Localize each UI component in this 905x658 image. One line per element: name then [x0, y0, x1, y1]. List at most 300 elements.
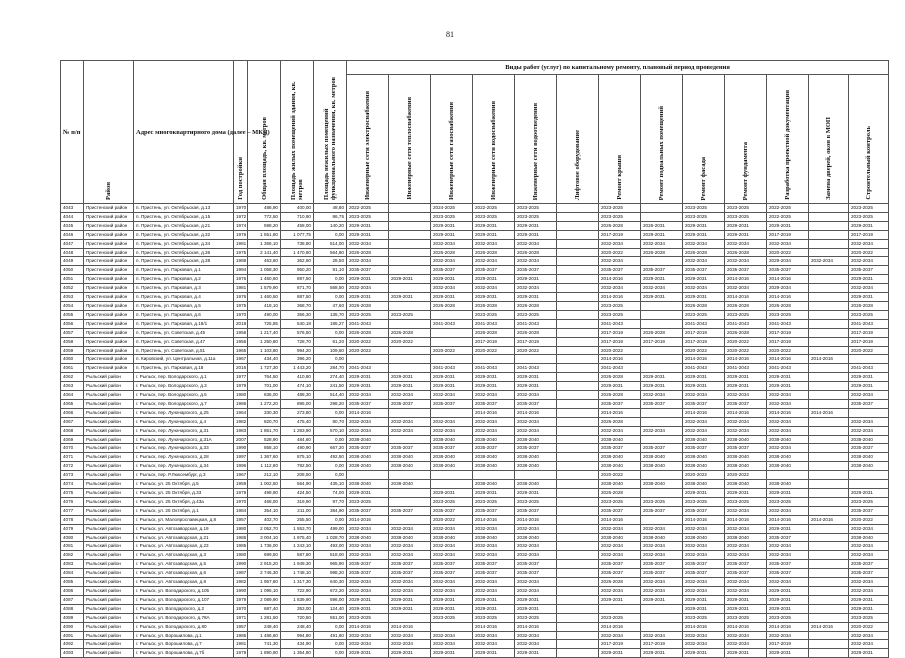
cell-num: 4049	[61, 257, 84, 266]
cell-nonliving-area: 596,00	[314, 595, 347, 604]
cell-living-area: 720,50	[281, 613, 314, 622]
cell-work-10: 2029-2031	[767, 524, 809, 533]
cell-work-0: 2032-2034	[347, 578, 389, 587]
cell-total-area: 2 915,20	[248, 560, 281, 569]
cell-work-5	[557, 399, 599, 408]
cell-work-2: 2024-2025	[431, 204, 473, 213]
cell-nonliving-area: 284,70	[314, 364, 347, 373]
cell-total-area: 1 579,90	[248, 284, 281, 293]
table-row	[61, 542, 889, 551]
cell-living-area: 564,90	[281, 480, 314, 489]
cell-year: 1990	[234, 586, 248, 595]
cell-work-12	[849, 471, 889, 480]
cell-work-10: 2029-2031	[767, 382, 809, 391]
cell-work-8: 2035-2037	[683, 506, 725, 515]
cell-total-area: 2 141,40	[248, 248, 281, 257]
cell-address: г. Рыльск, ул. Володарского, д.105	[134, 586, 234, 595]
cell-region: Рыльский район	[84, 542, 134, 551]
cell-work-11	[809, 239, 849, 248]
header-work-8: Ремонт фасада	[683, 75, 725, 204]
cell-work-5	[557, 551, 599, 560]
cell-work-6: 2020-2022	[599, 248, 641, 257]
cell-work-1: 2038-2040	[389, 453, 431, 462]
cell-work-3: 2029-2031	[473, 382, 515, 391]
cell-work-0: 2032-2034	[347, 586, 389, 595]
cell-work-0: 2032-2034	[347, 417, 389, 426]
cell-work-7: 2029-2031	[641, 230, 683, 239]
cell-work-1: 2038-2040	[389, 462, 431, 471]
cell-work-5	[557, 328, 599, 337]
cell-year: 1979	[234, 489, 248, 498]
cell-work-1: 2029-2031	[389, 382, 431, 391]
cell-work-10: 2023-2025	[767, 613, 809, 622]
cell-work-10: 2032-2034	[767, 506, 809, 515]
table-row	[61, 462, 889, 471]
cell-region: Рыльский район	[84, 569, 134, 578]
table-row	[61, 453, 889, 462]
cell-work-0: 2038-2040	[347, 435, 389, 444]
cell-work-1: 2035-2037	[389, 399, 431, 408]
cell-work-4: 2041-2043	[515, 319, 557, 328]
cell-work-9: 2032-2034	[725, 586, 767, 595]
cell-total-area: 402,70	[248, 515, 281, 524]
cell-work-8: 2038-2040	[683, 480, 725, 489]
cell-work-1: 2032-2034	[389, 524, 431, 533]
cell-work-8: 2035-2037	[683, 266, 725, 275]
cell-work-6: 2014-2016	[599, 355, 641, 364]
cell-work-2	[431, 337, 473, 346]
cell-region: Пристенский район	[84, 257, 134, 266]
cell-work-10: 2014-2016	[767, 355, 809, 364]
cell-work-9: 2035-2037	[725, 399, 767, 408]
cell-work-6: 2032-2034	[599, 586, 641, 595]
cell-work-8: 2023-2025	[683, 310, 725, 319]
cell-total-area: 1 736,00	[248, 542, 281, 551]
cell-region: Рыльский район	[84, 417, 134, 426]
cell-work-2	[431, 355, 473, 364]
cell-work-9: 2014-2016	[725, 515, 767, 524]
cell-work-7	[641, 257, 683, 266]
cell-work-6: 2023-2025	[599, 310, 641, 319]
cell-address: г. Рыльск, ул. 25 Октября, д.5	[134, 480, 234, 489]
cell-region: Пристенский район	[84, 239, 134, 248]
cell-work-1	[389, 497, 431, 506]
cell-work-8: 2014-2016	[683, 622, 725, 631]
cell-nonliving-area: 1 028,70	[314, 533, 347, 542]
cell-region: Рыльский район	[84, 640, 134, 649]
cell-region: Рыльский район	[84, 391, 134, 400]
cell-region: Рыльский район	[84, 631, 134, 640]
cell-region: Рыльский район	[84, 578, 134, 587]
cell-nonliving-area: 551,00	[314, 613, 347, 622]
cell-work-2	[431, 480, 473, 489]
cell-living-area: 484,60	[281, 435, 314, 444]
cell-work-5	[557, 204, 599, 213]
cell-work-4: 2035-2037	[515, 569, 557, 578]
cell-work-7	[641, 301, 683, 310]
cell-work-12	[849, 355, 889, 364]
cell-work-7: 2026-2028	[641, 248, 683, 257]
cell-work-8: 2035-2037	[683, 399, 725, 408]
cell-work-7: 2035-2037	[641, 560, 683, 569]
cell-work-8: 2014-2016	[683, 355, 725, 364]
cell-work-4: 2038-2040	[515, 435, 557, 444]
cell-work-1: 2032-2034	[389, 586, 431, 595]
cell-work-9: 2026-2028	[725, 328, 767, 337]
cell-work-3: 2029-2031	[473, 293, 515, 302]
cell-work-10: 2038-2040	[767, 480, 809, 489]
cell-region: Рыльский район	[84, 595, 134, 604]
cell-work-7: 2032-2034	[641, 551, 683, 560]
cell-num: 4058	[61, 337, 84, 346]
cell-work-8: 2032-2034	[683, 551, 725, 560]
cell-work-12: 2032-2034	[849, 586, 889, 595]
cell-work-3: 2032-2034	[473, 640, 515, 649]
cell-nonliving-area: 28,50	[314, 257, 347, 266]
cell-work-11	[809, 230, 849, 239]
cell-work-12: 2029-2031	[849, 382, 889, 391]
cell-living-area: 782,50	[281, 462, 314, 471]
cell-work-10: 2032-2034	[767, 631, 809, 640]
cell-address: г. Рыльск, пер. Луначарского, д.25	[134, 408, 234, 417]
cell-year: 1981	[234, 239, 248, 248]
cell-work-3: 2029-2031	[473, 489, 515, 498]
cell-work-11	[809, 604, 849, 613]
cell-nonliving-area: 640,30	[314, 578, 347, 587]
cell-work-6: 2014-2016	[599, 275, 641, 284]
cell-work-10: 2022-2025	[767, 204, 809, 213]
cell-work-6: 2014-2016	[599, 515, 641, 524]
cell-work-9: 2041-2043	[725, 364, 767, 373]
cell-address: г. Рыльск, пер. Луначарского, д.4	[134, 417, 234, 426]
cell-num: 4059	[61, 346, 84, 355]
cell-work-0: 2035-2037	[347, 506, 389, 515]
cell-work-5	[557, 284, 599, 293]
cell-work-12: 2041-2043	[849, 319, 889, 328]
cell-total-area: 1 272,20	[248, 399, 281, 408]
cell-region: Пристенский район	[84, 275, 134, 284]
cell-address: г. Рыльск, ул. Автозаводская, д.6	[134, 569, 234, 578]
cell-address: г. Рыльск, ул. Автозаводская, д.5	[134, 560, 234, 569]
cell-year: 1975	[234, 301, 248, 310]
cell-living-area: 1 317,30	[281, 578, 314, 587]
cell-work-3: 2032-2034	[473, 631, 515, 640]
cell-work-2: 2029-2031	[431, 275, 473, 284]
cell-work-1	[389, 221, 431, 230]
cell-total-area: 1 486,60	[248, 631, 281, 640]
header-total-area: Общая площадь, кв. метров	[248, 61, 281, 204]
cell-nonliving-area: 568,50	[314, 284, 347, 293]
cell-year: 1974	[234, 221, 248, 230]
cell-work-6: 2023-2025	[599, 497, 641, 506]
cell-work-2: 2029-2031	[431, 293, 473, 302]
cell-region: Рыльский район	[84, 560, 134, 569]
cell-work-3: 2023-2025	[473, 497, 515, 506]
cell-work-7	[641, 622, 683, 631]
cell-region: Рыльский район	[84, 408, 134, 417]
cell-year: 1981	[234, 284, 248, 293]
cell-living-area: 895,00	[281, 399, 314, 408]
cell-work-11	[809, 640, 849, 649]
cell-address: п. Пристень, ул. Парковая, д.2	[134, 275, 234, 284]
cell-address: г. Рыльск, ул. Володарского, д.107	[134, 595, 234, 604]
cell-region: Рыльский район	[84, 382, 134, 391]
cell-work-8: 2023-2025	[683, 212, 725, 221]
cell-work-8: 2038-2040	[683, 462, 725, 471]
cell-work-10: 2014-2016	[767, 515, 809, 524]
cell-work-10: 2029-2034	[767, 257, 809, 266]
cell-work-12: 2038-2040	[849, 533, 889, 542]
cell-num: 4044	[61, 212, 84, 221]
cell-work-12: 2032-2034	[849, 542, 889, 551]
cell-work-6: 2029-2031	[599, 382, 641, 391]
cell-work-10: 2035-2037	[767, 560, 809, 569]
cell-work-10: 2014-2016	[767, 275, 809, 284]
cell-work-3: 2032-2034	[473, 551, 515, 560]
cell-work-9: 2038-2040	[725, 533, 767, 542]
cell-work-5	[557, 453, 599, 462]
cell-work-5	[557, 595, 599, 604]
header-work-7: Ремонт подвальных помещений	[641, 75, 683, 204]
cell-work-4: 2029-2031	[515, 293, 557, 302]
cell-work-0: 2023-2025	[347, 497, 389, 506]
cell-work-5	[557, 462, 599, 471]
cell-work-8: 2032-2034	[683, 391, 725, 400]
cell-nonliving-area: 0,00	[314, 275, 347, 284]
cell-work-7: 2029-2031	[641, 373, 683, 382]
cell-work-10: 2029-2031	[767, 649, 809, 658]
cell-num: 4079	[61, 524, 84, 533]
cell-num: 4064	[61, 391, 84, 400]
cell-work-6: 2032-2034	[599, 631, 641, 640]
table-row	[61, 293, 889, 302]
cell-total-area: 1 366,10	[248, 239, 281, 248]
cell-work-4: 2032-2034	[515, 284, 557, 293]
cell-work-12: 2023-2025	[849, 310, 889, 319]
cell-work-8: 2029-2031	[683, 221, 725, 230]
cell-total-area: 741,30	[248, 640, 281, 649]
cell-total-area: 463,60	[248, 257, 281, 266]
cell-address: г. Рыльск, ул. Ворошилова, д.1	[134, 631, 234, 640]
cell-work-9: 2026-2028	[725, 301, 767, 310]
cell-living-area: 356,30	[281, 310, 314, 319]
cell-work-9: 2026-2028	[725, 248, 767, 257]
cell-nonliving-area: 965,90	[314, 560, 347, 569]
cell-year: 1980	[234, 524, 248, 533]
cell-work-8: 2032-2034	[683, 417, 725, 426]
cell-work-12: 2029-2031	[849, 221, 889, 230]
cell-nonliving-area: 0,00	[314, 640, 347, 649]
table-row	[61, 622, 889, 631]
cell-region: Рыльский район	[84, 524, 134, 533]
cell-work-3: 2032-2034	[473, 239, 515, 248]
cell-address: г. Рыльск, ул. Ворошилова, д.7	[134, 640, 234, 649]
cell-work-3: 2038-2040	[473, 480, 515, 489]
cell-num: 4043	[61, 204, 84, 213]
cell-work-8: 2038-2040	[683, 453, 725, 462]
cell-work-5	[557, 506, 599, 515]
cell-num: 4053	[61, 293, 84, 302]
cell-work-12: 2032-2034	[849, 284, 889, 293]
cell-work-8: 2029-2031	[683, 595, 725, 604]
cell-work-10: 2032-2034	[767, 417, 809, 426]
cell-work-5	[557, 373, 599, 382]
cell-address: г. Рыльск, ул. Автозаводская, д.19	[134, 524, 234, 533]
cell-work-2: 2032-2034	[431, 640, 473, 649]
cell-num: 4066	[61, 408, 84, 417]
cell-work-4	[515, 471, 557, 480]
cell-work-12: 2020-2022	[849, 346, 889, 355]
cell-work-8: 2029-2031	[683, 382, 725, 391]
cell-work-1	[389, 613, 431, 622]
cell-total-area: 725,85	[248, 319, 281, 328]
cell-num: 4073	[61, 471, 84, 480]
cell-region: Пристенский район	[84, 310, 134, 319]
cell-work-5	[557, 640, 599, 649]
cell-region: Рыльский район	[84, 613, 134, 622]
header-year: Год постройки	[234, 61, 248, 204]
cell-work-0: 2041-2043	[347, 319, 389, 328]
cell-work-4: 2014-2016	[515, 408, 557, 417]
cell-nonliving-area: 97,70	[314, 497, 347, 506]
cell-num: 4092	[61, 640, 84, 649]
cell-work-9: 2014-2016	[725, 622, 767, 631]
cell-num: 4087	[61, 595, 84, 604]
cell-total-area: 836,00	[248, 391, 281, 400]
cell-work-6: 2020-2022	[599, 471, 641, 480]
cell-work-4: 2029-2031	[515, 489, 557, 498]
cell-work-2: 2029-2031	[431, 230, 473, 239]
cell-year: 2007	[234, 435, 248, 444]
cell-work-1: 2023-2025	[389, 310, 431, 319]
cell-work-1	[389, 319, 431, 328]
cell-work-12: 2023-2025	[849, 613, 889, 622]
cell-work-10: 2022-2025	[767, 212, 809, 221]
cell-work-5	[557, 382, 599, 391]
cell-work-4: 2029-2031	[515, 649, 557, 658]
cell-work-2: 2029-2031	[431, 221, 473, 230]
cell-work-11	[809, 364, 849, 373]
cell-work-10: 2038-2040	[767, 435, 809, 444]
cell-nonliving-area: 298,20	[314, 399, 347, 408]
cell-living-area: 410,80	[281, 373, 314, 382]
cell-year: 1976	[234, 275, 248, 284]
cell-work-1: 2020-2022	[389, 337, 431, 346]
cell-region: Пристенский район	[84, 284, 134, 293]
cell-work-12: 2020-2022	[849, 515, 889, 524]
cell-work-4: 2038-2040	[515, 462, 557, 471]
cell-num: 4071	[61, 453, 84, 462]
cell-region: Пристенский район	[84, 212, 134, 221]
cell-work-11	[809, 212, 849, 221]
cell-work-6: 2041-2043	[599, 319, 641, 328]
cell-work-12: 2038-2040	[849, 435, 889, 444]
cell-work-10: 2032-2034	[767, 399, 809, 408]
cell-work-1: 2029-2031	[389, 373, 431, 382]
cell-work-5	[557, 212, 599, 221]
cell-work-2: 2032-2034	[431, 391, 473, 400]
cell-region: Пристенский район	[84, 328, 134, 337]
cell-region: Пристенский район	[84, 230, 134, 239]
cell-work-8: 2026-2028	[683, 301, 725, 310]
cell-total-area: 701,00	[248, 382, 281, 391]
cell-work-0: 2032-2034	[347, 631, 389, 640]
cell-work-6: 2026-2028	[599, 489, 641, 498]
cell-work-0: 2035-2037	[347, 560, 389, 569]
cell-work-1: 2035-2037	[389, 506, 431, 515]
cell-year: 1957	[234, 515, 248, 524]
cell-year: 1956	[234, 337, 248, 346]
cell-num: 4050	[61, 266, 84, 275]
cell-work-2: 2032-2034	[431, 257, 473, 266]
cell-work-11	[809, 542, 849, 551]
cell-region: Пристенский район	[84, 301, 134, 310]
cell-work-3: 2023-2025	[473, 613, 515, 622]
cell-work-9: 2032-2034	[725, 578, 767, 587]
cell-work-8: 2032-2034	[683, 257, 725, 266]
cell-work-7: 2035-2037	[641, 506, 683, 515]
cell-work-7	[641, 417, 683, 426]
cell-num: 4062	[61, 373, 84, 382]
cell-num: 4082	[61, 551, 84, 560]
cell-work-9: 2014-2016	[725, 275, 767, 284]
table-row	[61, 230, 889, 239]
cell-work-7	[641, 310, 683, 319]
cell-work-8: 2023-2025	[683, 613, 725, 622]
cell-work-7: 2032-2034	[641, 631, 683, 640]
cell-work-11	[809, 399, 849, 408]
cell-work-3: 2017-2019	[473, 337, 515, 346]
cell-work-0: 2014-2016	[347, 515, 389, 524]
table-row	[61, 301, 889, 310]
cell-region: Рыльский район	[84, 373, 134, 382]
cell-year: 1984	[234, 506, 248, 515]
cell-work-2: 2035-2037	[431, 569, 473, 578]
cell-address: г. Рыльск, ул. 25 Октября, д.33	[134, 489, 234, 498]
cell-work-12: 2032-2034	[849, 524, 889, 533]
cell-work-7	[641, 408, 683, 417]
cell-nonliving-area: 0,00	[314, 328, 347, 337]
cell-nonliving-area: 48,80	[314, 204, 347, 213]
cell-work-10: 2035-2037	[767, 533, 809, 542]
cell-work-9: 2032-2034	[725, 524, 767, 533]
cell-work-12: 2029-2031	[849, 595, 889, 604]
cell-living-area: 458,00	[281, 221, 314, 230]
cell-work-10: 2029-2031	[767, 373, 809, 382]
cell-work-1: 2032-2034	[389, 551, 431, 560]
cell-region: Рыльский район	[84, 649, 134, 658]
cell-work-7: 2038-2040	[641, 462, 683, 471]
cell-work-10: 2020-2022	[767, 248, 809, 257]
cell-work-11	[809, 391, 849, 400]
header-address: Адрес многоквартирного дома (далее – МКД)	[134, 61, 234, 204]
cell-region: Рыльский район	[84, 444, 134, 453]
cell-work-5	[557, 301, 599, 310]
cell-total-area: 354,10	[248, 506, 281, 515]
cell-work-5	[557, 569, 599, 578]
cell-work-6: 2038-2040	[599, 533, 641, 542]
cell-total-area: 488,90	[248, 204, 281, 213]
cell-work-2: 2041-2043	[431, 364, 473, 373]
cell-work-8: 2041-2043	[683, 364, 725, 373]
cell-total-area: 598,20	[248, 221, 281, 230]
table-row	[61, 319, 889, 328]
cell-region: Рыльский район	[84, 471, 134, 480]
cell-nonliving-area: 47,60	[314, 301, 347, 310]
cell-num: 4065	[61, 399, 84, 408]
cell-work-1	[389, 230, 431, 239]
cell-living-area: 871,70	[281, 284, 314, 293]
